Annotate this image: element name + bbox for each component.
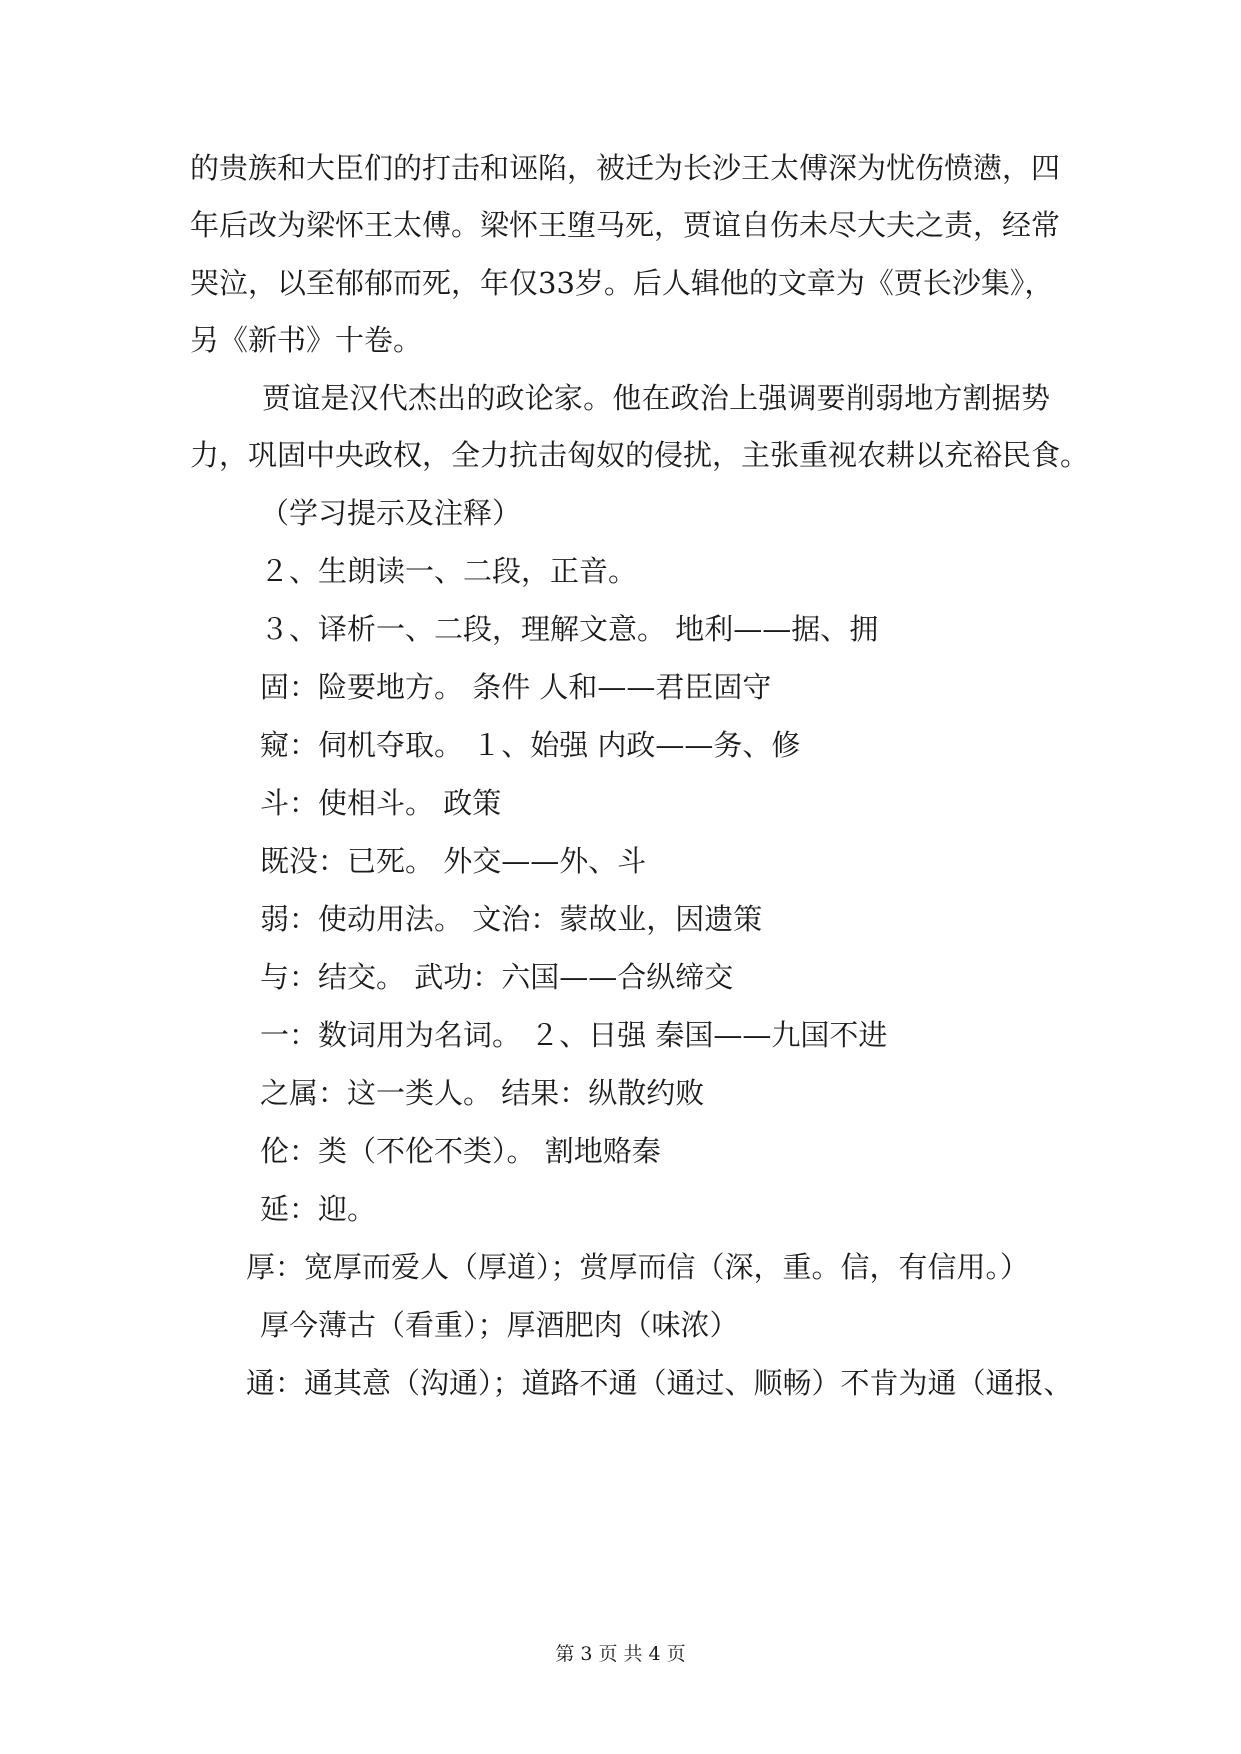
note-line: 厚：宽厚而爱人（厚道）；赏厚而信（深，重。信，有信用。）: [246, 1250, 1030, 1284]
paragraph2-line-2: 力，巩固中央政权，全力抗击匈奴的侵扰，主张重视农耕以充裕民食。: [190, 438, 1090, 472]
paragraph1-line-4: 另《新书》十卷。: [190, 323, 423, 357]
note-line: 伦：类（不伦不类）。 割地赂秦: [260, 1134, 661, 1168]
note-line: 既没：已死。 外交——外、斗: [260, 844, 647, 878]
note-line: 之属：这一类人。 结果：纵散约败: [260, 1076, 705, 1110]
note-line: 弱：使动用法。 文治：蒙故业，因遗策: [260, 902, 763, 936]
note-line: 通：通其意（沟通）；道路不通（通过、顺畅）不肯为通（通报、: [246, 1366, 1073, 1400]
note-line: 固：险要地方。 条件 人和——君臣固守: [260, 670, 772, 704]
page-footer: 第 3 页 共 4 页: [555, 1643, 686, 1665]
note-line: ３、译析一、二段，理解文意。 地利——据、拥: [260, 612, 879, 646]
note-line: 厚今薄古（看重）；厚酒肥肉（味浓）: [260, 1308, 739, 1342]
paragraph2-line-1: 贾谊是汉代杰出的政论家。他在政治上强调要削弱地方割据势: [262, 381, 1050, 415]
paragraph1-line-1: 的贵族和大臣们的打击和诬陷，被迁为长沙王太傅深为忧伤愤懑，四: [190, 151, 1061, 185]
note-line: 斗：使相斗。 政策: [260, 786, 502, 820]
note-line: 延：迎。: [260, 1192, 377, 1226]
paragraph1-line-3: 哭泣，以至郁郁而死，年仅33岁。后人辑他的文章为《贾长沙集》，: [190, 266, 1054, 300]
note-line: 一：数词用为名词。 ２、日强 秦国——九国不进: [260, 1018, 888, 1052]
paragraph1-line-2: 年后改为梁怀王太傅。梁怀王堕马死，贾谊自伤未尽大夫之责，经常: [190, 208, 1061, 242]
note-line: ２、生朗读一、二段，正音。: [260, 554, 638, 588]
study-tips-heading: （学习提示及注释）: [260, 496, 522, 530]
note-line: 窥：伺机夺取。 １、始强 内政——务、修: [260, 728, 801, 762]
note-line: 与：结交。 武功：六国——合纵缔交: [260, 960, 734, 994]
